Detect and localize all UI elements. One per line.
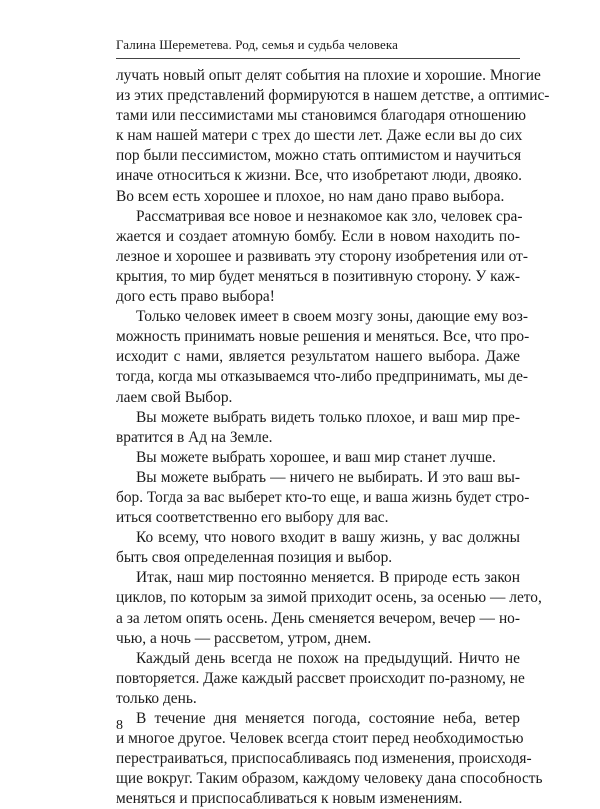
text-line: жается и создает атомную бомбу. Если в новом находить по-: [116, 227, 520, 245]
text-line: Вы можете выбрать хорошее, и ваш мир станет лучше.: [136, 448, 496, 466]
text-line: повторяется. Даже каждый рассвет происходит по-разному, не: [116, 669, 525, 687]
text-line: чью, а ночь — рассветом, утром, днем.: [116, 629, 372, 647]
text-line: Только человек имеет в своем мозгу зоны, дающие ему воз-: [136, 308, 529, 326]
text-line: Вы можете выбрать — ничего не выбирать. И это ваш вы-: [136, 468, 520, 486]
text-line: исходит с нами, является результатом нашего выбора. Даже: [116, 348, 520, 366]
text-line: и многое другое. Человек всегда стоит перед необходимостью: [116, 730, 524, 748]
text-line: вратится в Ад на Земле.: [116, 428, 273, 446]
text-line: пор были пессимистом, можно стать оптимистом и научиться: [116, 147, 522, 165]
text-line: можность принимать новые решения и меняться. Все, что про-: [116, 328, 530, 346]
text-line: к нам нашей матери с трех до шести лет. Даже если вы до сих: [116, 127, 523, 145]
text-line: В течение дня меняется погода, состояние неба, ветер: [136, 710, 520, 727]
text-line: быть своя определенная позиция и выбор.: [116, 549, 393, 567]
text-line: бор. Тогда за вас выберет кто-то еще, и ваша жизнь будет стро-: [116, 488, 530, 506]
page-number: 8: [116, 718, 123, 733]
text-line: а за летом опять осень. День сменяется вечером, вечер — но-: [116, 609, 520, 627]
text-line: только день.: [116, 689, 197, 707]
text-line: лучать новый опыт делят события на плохие и хорошие. Многие: [116, 67, 541, 84]
text-line: крытия, то мир будет меняться в позитивную сторону. У каж-: [116, 267, 520, 285]
text-line: дого есть право выбора!: [116, 288, 275, 306]
text-line: иться соответственно его выбору для вас.: [116, 509, 389, 527]
body-text: [116, 66, 550, 809]
text-line: тогда, когда мы отказываемся что-либо предпринимать, мы де-: [116, 368, 529, 386]
text-line: циклов, по которым за зимой приходит осень, за осенью — лето,: [116, 589, 542, 607]
text-line: лезное и хорошее и развивать эту сторону изобретения или от-: [116, 247, 528, 265]
text-line: Во всем есть хорошее и плохое, но нам дано право выбора.: [116, 187, 505, 205]
text-line: Ко всему, что нового входит в вашу жизнь, у вас должны: [136, 529, 520, 547]
running-header: Галина Шереметева. Род, семья и судьба человека: [116, 37, 398, 52]
text-line: меняться и приспосабливаться к новым изменениям.: [116, 790, 463, 808]
text-line: Итак, наш мир постоянно меняется. В природе есть закон: [136, 569, 520, 587]
text-line: Вы можете выбрать видеть только плохое, и ваш мир пре-: [136, 408, 520, 426]
text-line: иначе относиться к жизни. Все, что изобретают люди, двояко.: [116, 167, 523, 185]
header-rule: [116, 58, 520, 59]
text-line: тами или пессимистами мы становимся благодаря отношению: [116, 107, 526, 125]
text-line: лаем свой Выбор.: [116, 388, 233, 406]
text-line: щие вокруг. Таким образом, каждому человеку дана способность: [116, 770, 543, 788]
text-line: Рассматривая все новое и незнакомое как зло, человек сра-: [136, 207, 523, 225]
text-line: Каждый день всегда не похож на предыдущий. Ничто не: [136, 649, 520, 667]
text-line: из этих представлений формируются в нашем детстве, а оптимис-: [116, 87, 550, 105]
text-line: перестраиваться, приспосабливаясь под изменения, происходя-: [116, 750, 532, 768]
